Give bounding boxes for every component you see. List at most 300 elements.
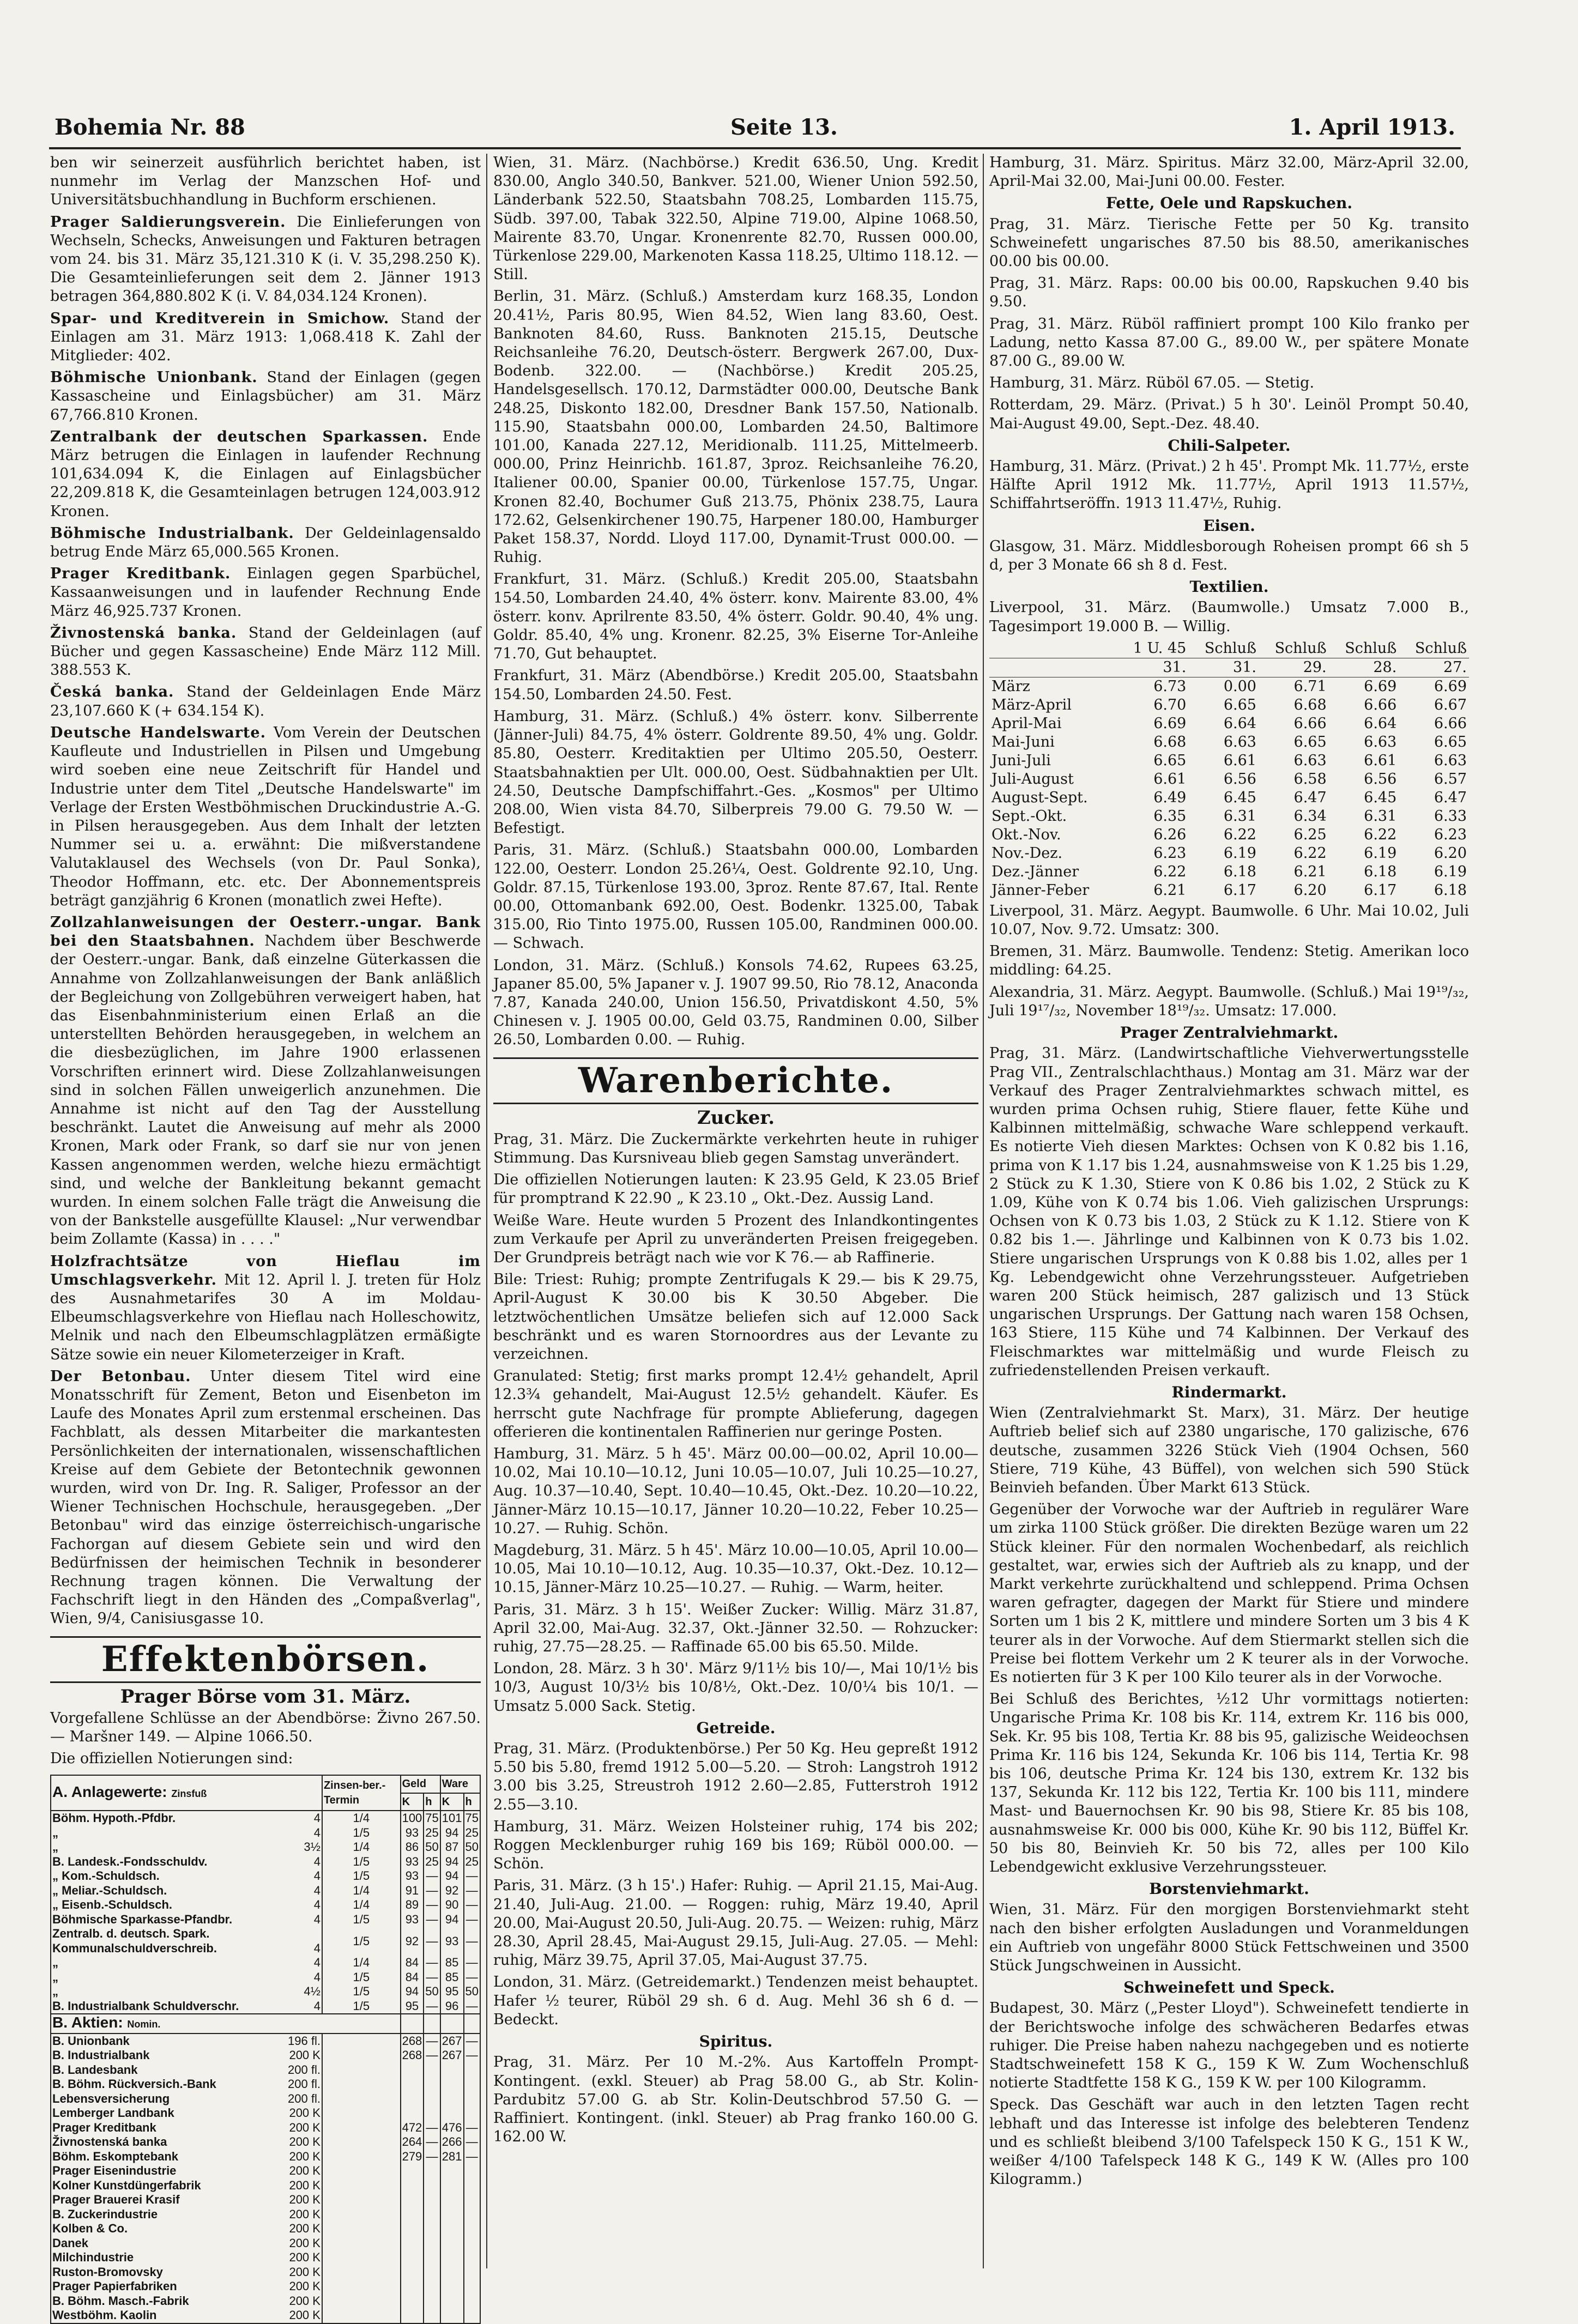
subsection-title: Textilien.: [1189, 578, 1269, 596]
section-title-effektenboersen: Effektenbörsen.: [50, 1636, 481, 1683]
market-report: Hamburg, 31. März. (Privat.) 2 h 45'. Prompt Mk. 11.77½, erste Hälfte April 1912 Mk. 11.77½, April 1913 11.57½, Schiffahrtseröffn. 1913 11.47½, Ruhig.: [989, 458, 1469, 512]
table-cell: 93: [401, 1826, 424, 1841]
table-cell: 84: [401, 1970, 424, 1985]
table-cell: —: [424, 1898, 440, 1913]
header-rule: [49, 147, 1461, 149]
security-name: „ 4: [52, 1825, 321, 1839]
header-issue: Bohemia Nr. 88: [55, 114, 245, 140]
table-cell: [464, 2207, 480, 2222]
market-report: Wien (Zentralviehmarkt St. Marx), 31. März. Der heutige Auftrieb belief sich auf 2380 ungarische, 170 galizische, 676 deutsche, zusammen 3226 Stück Vieh (1904 Ochsen, 560 Stiere, 719 Kühe, 43 Büffel), von welchen sich 590 Stück Beinvieh befanden. Über Markt 613 Stück.: [989, 1405, 1469, 1496]
table-cell: [401, 2294, 424, 2309]
market-report: London, 31. März. (Schluß.) Konsols 74.62, Rupees 63.25, Japaner 85.00, 5% Japaner v. J. 1907 99.50, Rio 78.12, Anaconda 7.87, Kanada 240.00, Union 156.50, Privatdiskont 4.50, 5% Chinesen v. J. 1905 00.00, Geld 03.75, Randminen 0.00, Silber 26.50, Lombarden 0.00. — Ruhig.: [493, 957, 978, 1049]
table-cell: [401, 2265, 424, 2280]
table-cell: [440, 2236, 464, 2251]
month-label: Jänner-Feber: [991, 881, 1090, 899]
price-cell: 6.49: [1153, 789, 1187, 806]
price-cell: 6.47: [1293, 789, 1327, 806]
table-row: [51, 1826, 480, 1841]
table-cell: 1/5: [322, 1855, 401, 1869]
table-cell: [322, 2048, 401, 2063]
market-report: Prag, 31. März. (Landwirtschaftliche Viehverwertungsstelle Prag VII., Zentralschlachthaus.) Montag am 31. März war der Verkauf des Prager Zentralviehmarktes schwach mittel, es wurden prima Ochsen ruhig, Stiere flauer, fette Kühe und Kalbinnen mittelmäßig, schwache Ware schleppend verkauft. Es notierte Vieh diesen Marktes: Ochsen von K 0.82 bis 1.16, prima von K 1.17 bis 1.24, ausnahmsweise von K 1.25 bis 1.29, 2 Stück zu K 1.30, Stiere von K 0.86 bis 1.02, 2 Stück zu K 1.09, Kühe von K 0.74 bis 1.06. Vieh galizischen Ursprungs: Ochsen von K 0.73 bis 1.03, 2 Stück zu K 1.12. Stiere von K 0.82 bis 1.—. Jährlinge und Kalbinnen von K 0.73 bis 1.02. Stiere ungarischen Ursprungs von K 0.88 bis 1.02, alles per 1 Kg. Lebendgewicht ohne Verzehrungssteuer. Aufgetrieben waren 200 Stück heimisch, 287 galizisch und 13 Stück ungarischen Ursprungs. Der Gattung nach waren 158 Ochsen, 163 Stiere, 115 Kühe und 74 Kalbinnen. Der Verkauf des Fleischmarktes war mittelmäßig und wurde Fleisch zu zufriedenstellenden Preisen verkauft.: [989, 1045, 1469, 1379]
table-header-cell: Schluß: [1188, 639, 1259, 658]
table-cell: 87: [440, 1840, 464, 1855]
table-header-row: [989, 639, 1469, 658]
market-report: Prag, 31. März. Tierische Fette per 50 Kg. transito Schweinefett ungarisches 87.50 bis 88.50, amerikanisches 00.00 bis 00.00.: [989, 215, 1469, 270]
table-cell: 86: [401, 1840, 424, 1855]
price-cell: 6.18: [1434, 881, 1467, 899]
table-row: [51, 2222, 480, 2236]
table-cell: 1/5: [322, 1826, 401, 1841]
month-label: Dez.-Jänner: [991, 863, 1079, 880]
market-report: Hamburg, 31. März. 5 h 45'. März 00.00—00.02, April 10.00—10.02, Mai 10.10—10.12, Juni 10.05—10.07, Juli 10.25—10.27, Aug. 10.37—10.40, Sept. 10.40—10.45, Okt.-Dez. 10.20—10.22, Jänner-März 10.15—10.17, Jänner 10.20—10.22, Feber 10.25—10.27. — Ruhig. Schön.: [493, 1445, 978, 1537]
article: Holzfrachtsätze von Hieflau im Umschlagsverkehr. Mit 12. April l. J. treten für Holz des Ausnahmetarifes 30 A im Moldau-Elbeumschlagsverkehre von Hieflau nach Holleschowitz, Melnik und nach den Elbeumschlagplätzen ermäßigte Sätze sowie ein neuer Kilometerzeiger in Kraft.: [50, 1252, 481, 1363]
table-cell: [424, 2164, 440, 2178]
table-cell: 94: [440, 1855, 464, 1869]
security-name: „ 4: [52, 1970, 321, 1984]
price-cell: 6.69: [1153, 715, 1187, 732]
subsection-title: Schweinefett und Speck.: [1123, 1978, 1335, 1997]
table-heading-ware: Ware: [440, 1776, 480, 1793]
table-cell: 25: [464, 1826, 480, 1841]
table-cell: [440, 2193, 464, 2207]
table-cell: —: [424, 1884, 440, 1898]
table-row: [989, 863, 1469, 881]
table-cell: [440, 2222, 464, 2236]
bond-table: [51, 1776, 480, 2323]
table-cell: [440, 2164, 464, 2178]
price-cell: 6.63: [1223, 733, 1256, 751]
market-report: Hamburg, 31. März. Weizen Holsteiner ruhig, 174 bis 202; Roggen Mecklenburger ruhig 169 bis 169; Rüböl 000.00. — Schön.: [493, 1818, 978, 1873]
article: Živnostenská banka. Stand der Geldeinlagen (auf Bücher und gegen Kassascheine) Ende März 112 Mill. 388.553 K.: [50, 624, 481, 679]
table-cell: 268: [401, 2034, 424, 2049]
table-row: [51, 2048, 480, 2063]
security-name: B. Böhm. Masch.-Fabrik 200 K: [52, 2293, 321, 2308]
table-cell: [401, 2308, 424, 2323]
table-cell: [322, 2077, 401, 2092]
market-report: Bile: Triest: Ruhig; prompte Zentrifugals K 29.— bis K 29.75, April-August K 30.00 bis K 30.50 Abgeber. Die letztwöchentlichen Umsätze beliefen sich auf 12.000 Sack beschränkt und es waren Stornoordres aus der Levante zu verzeichnen.: [493, 1271, 978, 1363]
column-divider: [486, 154, 487, 2268]
table-cell: —: [424, 2048, 440, 2063]
security-name: Prager Kreditbank 200 K: [52, 2120, 321, 2134]
table-cell: [424, 2063, 440, 2078]
table-row: [51, 1840, 480, 1855]
price-cell: 6.65: [1153, 752, 1187, 769]
article: Vorgefallene Schlüsse an der Abendbörse: Živno 267.50. — Maršner 149. — Alpine 1066.50.: [50, 1709, 481, 1746]
table-heading-b: B. Aktien:: [52, 2014, 123, 2031]
table-row: [51, 2250, 480, 2265]
price-cell: 6.25: [1293, 826, 1327, 843]
subsection-title: Prager Börse vom 31. März.: [120, 1685, 411, 1708]
table-cell: —: [464, 2034, 480, 2049]
table-cell: —: [424, 1927, 440, 1956]
table-row: [51, 1970, 480, 1985]
price-cell: 6.19: [1223, 844, 1256, 862]
table-cell: [440, 2092, 464, 2107]
table-cell: 1/5: [322, 1869, 401, 1884]
article: Prager Kreditbank. Einlagen gegen Sparbüchel, Kassaanweisungen und in laufender Rechnung Ende März 46,925.737 Kronen.: [50, 565, 481, 620]
table-row: [51, 2236, 480, 2251]
market-report: Prag, 31. März. Per 10 M.-2%. Aus Kartoffeln Prompt-Kontingent. (exkl. Steuer) ab Prag 58.00 G., ab Str. Kolin-Pardubitz 57.00 G. ab Str. Kolin-Deutschbrod 57.50 G. — Raffiniert. Kontingent. (inkl. Steuer) ab Prag franko 160.00 G. 162.00 W.: [493, 2054, 978, 2146]
price-cell: 6.65: [1293, 733, 1327, 751]
table-cell: [464, 2236, 480, 2251]
table-cell: [322, 2092, 401, 2107]
table-cell: 84: [401, 1956, 424, 1970]
table-cell: 25: [424, 1855, 440, 1869]
table-row: [51, 1927, 480, 1956]
price-cell: 6.69: [1434, 677, 1467, 695]
table-cell: [322, 2034, 401, 2049]
security-name: B. Landesk.-Fondsschuldv. 4: [52, 1854, 321, 1868]
table-cell: 50: [424, 1840, 440, 1855]
table-row: [51, 2193, 480, 2207]
table-cell: 1/4: [322, 1956, 401, 1970]
table-cell: —: [424, 2034, 440, 2049]
table-cell: [424, 2106, 440, 2121]
subsection-title-zucker: Zucker.: [697, 1106, 775, 1129]
table-cell: 279: [401, 2150, 424, 2164]
table-cell: —: [464, 1999, 480, 2014]
table-cell: —: [464, 1956, 480, 1970]
price-cell: 6.70: [1153, 696, 1187, 713]
table-cell: [424, 2077, 440, 2092]
subsection-title: Prager Zentralviehmarkt.: [1120, 1024, 1339, 1042]
table-cell: 92: [440, 1884, 464, 1898]
article: Böhmische Unionbank. Stand der Einlagen (gegen Kassascheine und Einlagsbücher) am 31. März 67,766.810 Kronen.: [50, 369, 481, 423]
table-header-cell: [989, 639, 1117, 658]
table-cell: —: [464, 1913, 480, 1927]
security-name: „ Eisenb.-Schuldsch. 4: [52, 1898, 321, 1912]
price-cell: 6.17: [1223, 881, 1256, 899]
table-heading-a: A. Anlagewerte:: [52, 1783, 167, 1801]
table-header-cell: Schluß: [1259, 639, 1329, 658]
price-cell: 6.68: [1153, 733, 1187, 751]
price-cell: 6.21: [1293, 863, 1327, 880]
table-cell: 267: [440, 2048, 464, 2063]
table-row: [51, 2178, 480, 2193]
article: Zentralbank der deutschen Sparkassen. Ende März betrugen die Einlagen in laufender Rechnung 101,634.094 K, die Einlagen auf Einlagsbücher 22,209.818 K, die Gesamteinlagen betrugen 124,003.912 Kronen.: [50, 428, 481, 520]
bond-rows-b: [51, 2034, 480, 2323]
security-name: B. Industrialbank 200 K: [52, 2048, 321, 2062]
table-cell: 90: [440, 1898, 464, 1913]
table-row: [51, 1811, 480, 1826]
table-cell: —: [424, 1999, 440, 2014]
table-cell: —: [464, 1884, 480, 1898]
table-cell: 94: [440, 1913, 464, 1927]
market-report: Gegenüber der Vorwoche war der Auftrieb in regulärer Ware um zirka 1100 Stück größer. Die direkten Bezüge waren um 22 Stück kleiner. Für den normalen Wochenbedarf, als reichlich gestaltet, war, erwies sich der Auftrieb als zu knapp, und der Markt verkehrte zurückhaltend und schleppend. Prima Ochsen waren gefragter, dagegen der Markt für Stiere und mindere Sorten um 1 bis 2 K, mittlere und mindere Sorten um 3 bis 4 K teurer als in der Vorwoche. Auf dem Stiermarkt stellen sich die Preise bei flottem Verkehr um 2 K teurer als in der Vorwoche. Es notierten für 3 K per 100 Kilo teurer als in der Vorwoche.: [989, 1501, 1469, 1686]
table-cell: [424, 2207, 440, 2222]
market-report: London, 31. März. (Getreidemarkt.) Tendenzen meist behauptet. Hafer ½ teurer, Rüböl 29 sh. 6 d. Aug. Mehl 36 sh 6 d. — Bedeckt.: [493, 1974, 978, 2028]
table-cell: [424, 2236, 440, 2251]
table-cell: [424, 2178, 440, 2193]
section-title-warenberichte: Warenberichte.: [493, 1057, 978, 1104]
table-row: [989, 677, 1469, 696]
table-cell: 267: [440, 2034, 464, 2049]
column-1: [50, 154, 481, 2324]
security-name: „ Kom.-Schuldsch. 4: [52, 1869, 321, 1883]
table-heading-k: K: [401, 1793, 424, 1811]
market-report: Paris, 31. März. (Schluß.) Staatsbahn 000.00, Lombarden 122.00, Oesterr. London 25.26¼, Oest. Goldrente 92.10, Ung. Goldr. 87.15, Türkenlose 193.00, 3proz. Rente 87.67, Ital. Rente 00.00, Ottomanbank 692.00, Oest. Bodenkr. 1325.00, Tabak 315.00, Rio Tinto 1975.00, Russen 105.00, Randminen 000.00. — Schwach.: [493, 842, 978, 952]
month-label: März-April: [991, 696, 1072, 713]
table-cell: [464, 2092, 480, 2107]
subsection-title: Borstenviehmarkt.: [1149, 1880, 1309, 1898]
table-cell: [464, 2294, 480, 2309]
security-name: B. Zuckerindustrie 200 K: [52, 2207, 321, 2221]
price-cell: 6.19: [1364, 844, 1397, 862]
table-cell: [322, 2279, 401, 2294]
security-name: Prager Eisenindustrie 200 K: [52, 2164, 321, 2178]
market-report: Speck. Das Geschäft war auch in den letzten Tagen recht lebhaft und das Interesse ist infolge des belebteren Tendenz und es schließt bleibend 3/100 Tafelspeck 150 K G., 151 K W., weißer 4/100 Tafelspeck 148 K G., 149 K W. (Alles pro 100 Kilogramm.): [989, 2096, 1469, 2188]
table-cell: 50: [464, 1984, 480, 1999]
table-row: [51, 2077, 480, 2092]
table-cell: [322, 2250, 401, 2265]
header-page-number: Seite 13.: [730, 114, 838, 140]
price-cell: 6.71: [1293, 677, 1327, 695]
table-cell: [322, 2106, 401, 2121]
table-row: [51, 1913, 480, 1927]
price-cell: 6.63: [1434, 752, 1467, 769]
security-name: Zentralb. d. deutsch. Spark. Kommunalschuldverschreib. 4: [52, 1927, 321, 1955]
price-cell: 6.34: [1293, 807, 1327, 825]
table-row: [51, 2207, 480, 2222]
month-label: Juli-August: [991, 770, 1074, 788]
table-cell: [401, 2279, 424, 2294]
table-cell: 75: [464, 1811, 480, 1826]
article: Die offiziellen Notierungen sind:: [50, 1750, 293, 1768]
price-cell: 6.66: [1293, 715, 1327, 732]
table-heading-zins: Zinsfuß: [171, 1788, 207, 1800]
table-header-cell: 31.: [1117, 658, 1189, 677]
table-cell: [401, 2106, 424, 2121]
market-report: Berlin, 31. März. (Schluß.) Amsterdam kurz 168.35, London 20.41½, Paris 80.95, Wien 84.52, Wien lang 83.60, Oest. Banknoten 84.60, Russ. Banknoten 215.15, Deutsche Reichsanleihe 76.20, Deutsch-österr. Bergwerk 267.00, Dux-Bodenb. 322.00. — (Nachbörse.) Kredit 205.25, Handelsgesellsch. 170.12, Darmstädter 000.00, Deutsche Bank 248.25, Diskonto 182.00, Dresdner Bank 157.50, Nationalb. 115.90, Staatsbahn 000.00, Lombarden 24.50, Baltimore 101.00, Kanada 227.12, Meridionalb. 111.25, Mittelmeerb. 000.00, Prinz Heinrichb. 161.87, 3proz. Reichsanleihe 76.20, Italiener 00.00, Spanier 00.00, Türkenlose 157.75, Ungar. Kronen 82.40, Bochumer Guß 213.75, Phönix 238.75, Laura 172.62, Gelsenkirchener 190.75, Harpener 180.00, Hamburger Paket 158.37, Nordd. Lloyd 117.00, Dynamit-Trust 000.00. — Ruhig.: [493, 288, 978, 566]
header-date: 1. April 1913.: [1289, 114, 1455, 140]
table-header-cell: 29.: [1259, 658, 1329, 677]
price-cell: 6.68: [1293, 696, 1327, 713]
price-cell: 6.73: [1153, 677, 1187, 695]
table-cell: [440, 2106, 464, 2121]
table-cell: 25: [464, 1855, 480, 1869]
table-row: [51, 1984, 480, 1999]
market-report: Wien, 31. März. (Nachbörse.) Kredit 636.50, Ung. Kredit 830.00, Anglo 340.50, Bankver. 521.00, Wiener Union 592.50, Länderbank 522.50, Staatsbahn 708.25, Lombarden 115.75, Südb. 397.00, Tabak 322.50, Alpine 719.00, Alpine 1068.50, Mairente 83.70, Ungar. Kronenrente 82.70, Russen 000.00, Türkenlose 229.00, Markenoten Kassa 118.25, Ultimo 118.12. — Still.: [493, 154, 978, 283]
security-name: Ruston-Bromovsky 200 K: [52, 2265, 321, 2279]
price-cell: 6.61: [1223, 752, 1256, 769]
table-cell: [464, 2178, 480, 2193]
table-row: [51, 2121, 480, 2135]
table-cell: [401, 2250, 424, 2265]
table-cell: 1/4: [322, 1884, 401, 1898]
table-cell: [401, 2222, 424, 2236]
price-cell: 6.47: [1434, 789, 1467, 806]
table-cell: [424, 2250, 440, 2265]
table-row: [989, 752, 1469, 770]
table-cell: 94: [440, 1869, 464, 1884]
table-cell: 1/4: [322, 1898, 401, 1913]
market-report: Liverpool, 31. März. Aegypt. Baumwolle. 6 Uhr. Mai 10.02, Juli 10.07, Nov. 9.72. Umsatz: 300.: [989, 902, 1469, 939]
table-heading-h: h: [424, 1793, 440, 1811]
table-row: [51, 1898, 480, 1913]
table-cell: 92: [401, 1927, 424, 1956]
price-cell: 6.64: [1364, 715, 1397, 732]
security-name: Böhm. Hypoth.-Pfdbr. 4: [52, 1811, 321, 1825]
article: Deutsche Handelswarte. Vom Verein der Deutschen Kaufleute und Industriellen in Pilsen und Umgebung wird soeben eine neue Zeitschrift für Handel und Industrie unter dem Titel „Deutsche Handelswarte" im Verlage der Ersten Westböhmischen Druckindustrie A.-G. in Pilsen herausgegeben. Aus dem Inhalt der letzten Nummer sei u. a. erwähnt: Die mißverstandene Valutaklausel des Wechsels (von Dr. Paul Sonka), Theodor Hoffmann, etc. etc. Der Abonnementspreis beträgt ganzjährig 6 Kronen (monatlich zwei Hefte).: [50, 724, 481, 909]
table-cell: [440, 2178, 464, 2193]
table-cell: [464, 2164, 480, 2178]
security-name: Danek 200 K: [52, 2236, 321, 2250]
table-cell: [322, 2222, 401, 2236]
table-row: [51, 1855, 480, 1869]
table-cell: 93: [401, 1855, 424, 1869]
table-cell: [424, 2308, 440, 2323]
table-cell: —: [464, 1898, 480, 1913]
table-cell: 1/5: [322, 1927, 401, 1956]
price-cell: 6.20: [1434, 844, 1467, 862]
table-cell: [401, 2077, 424, 2092]
security-name: B. Landesbank 200 fl.: [52, 2062, 321, 2077]
price-cell: 6.22: [1153, 863, 1187, 880]
table-cell: 101: [440, 1811, 464, 1826]
table-cell: [424, 2222, 440, 2236]
price-cell: 6.20: [1293, 881, 1327, 899]
table-cell: —: [464, 1869, 480, 1884]
market-report: London, 28. März. 3 h 30'. März 9/11½ bis 10/—, Mai 10/1½ bis 10/3, August 10/3½ bis 10/8½, Okt.-Dez. 10/0¼ bis 10/1. — Umsatz 5.000 Sack. Stetig.: [493, 1660, 978, 1715]
security-name: Kolben & Co. 200 K: [52, 2222, 321, 2236]
security-name: Prager Papierfabriken 200 K: [52, 2279, 321, 2293]
table-cell: [322, 2135, 401, 2150]
security-name: Westböhm. Kaolin 200 K: [52, 2308, 321, 2322]
market-report: Hamburg, 31. März. Rüböl 67.05. — Stetig.: [989, 374, 1315, 392]
table-cell: [464, 2222, 480, 2236]
table-header-cell: [989, 658, 1117, 677]
subsection-title: Chili-Salpeter.: [1168, 436, 1291, 455]
table-cell: —: [424, 1913, 440, 1927]
table-cell: —: [424, 1956, 440, 1970]
market-report: Granulated: Stetig; first marks prompt 12.4½ gehandelt, April 12.3¾ gehandelt, Mai-August 12.5½ gehandelt. Käufer. Es herrscht gute Nachfrage für prompte Ablieferung, dagegen offerieren die kontinentalen Raffinerien nur geringe Posten.: [493, 1367, 978, 1441]
price-cell: 6.61: [1364, 752, 1397, 769]
table-cell: 94: [440, 1826, 464, 1841]
table-cell: [424, 2193, 440, 2207]
table-cell: [440, 2250, 464, 2265]
table-cell: [464, 2193, 480, 2207]
table-cell: [464, 2265, 480, 2280]
market-report: Glasgow, 31. März. Middlesborough Roheisen prompt 66 sh 5 d, per 3 Monate 66 sh 8 d. Fest.: [989, 537, 1469, 574]
table-cell: 91: [401, 1884, 424, 1898]
table-row: [989, 733, 1469, 752]
column-2: [493, 154, 978, 2150]
table-header-cell: 31.: [1188, 658, 1259, 677]
table-cell: 281: [440, 2150, 464, 2164]
table-row: [989, 826, 1469, 844]
subsection-title-getreide: Getreide.: [696, 1718, 776, 1737]
month-label: März: [991, 677, 1030, 695]
table-row: [51, 2150, 480, 2164]
table-cell: —: [424, 1869, 440, 1884]
table-cell: —: [464, 1970, 480, 1985]
table-cell: [322, 2121, 401, 2135]
security-name: Lemberger Landbank 200 K: [52, 2106, 321, 2120]
table-cell: —: [424, 2135, 440, 2150]
table-cell: 50: [424, 1984, 440, 1999]
table-cell: —: [464, 2150, 480, 2164]
table-cell: [401, 2063, 424, 2078]
table-cell: 85: [440, 1956, 464, 1970]
table-row: [51, 1884, 480, 1898]
price-cell: 6.66: [1364, 696, 1397, 713]
table-cell: 1/4: [322, 1840, 401, 1855]
price-cell: 6.23: [1434, 826, 1467, 843]
table-cell: —: [464, 2135, 480, 2150]
article: Prager Saldierungsverein. Die Einlieferungen von Wechseln, Schecks, Anweisungen und Fakturen betragen vom 24. bis 31. März 35,121.310 K (i. V. 35,298.250 K). Die Gesamteinlieferungen seit dem 2. Jänner 1913 betragen 364,880.802 K (i. V. 84,034.124 Kronen).: [50, 213, 481, 305]
table-cell: [322, 2193, 401, 2207]
table-cell: —: [464, 2121, 480, 2135]
table-cell: [401, 2207, 424, 2222]
table-cell: [440, 2294, 464, 2309]
table-heading-termin: Zinsen-ber.-Termin: [322, 1776, 401, 1811]
price-cell: 6.67: [1434, 696, 1467, 713]
price-cell: 6.22: [1223, 826, 1256, 843]
table-row: [51, 2106, 480, 2121]
market-report: Frankfurt, 31. März (Abendbörse.) Kredit 205.00, Staatsbahn 154.50, Lombarden 24.50. Fest.: [493, 667, 978, 703]
subsection-title: Fette, Oele und Rapskuchen.: [1105, 194, 1353, 213]
table-row: [989, 807, 1469, 826]
month-label: Nov.-Dez.: [991, 844, 1063, 862]
table-row: [51, 2294, 480, 2309]
price-cell: 0.00: [1223, 677, 1256, 695]
price-cell: 6.58: [1293, 770, 1327, 788]
table-cell: [424, 2092, 440, 2107]
table-cell: 75: [424, 1811, 440, 1826]
table-row: [51, 2034, 480, 2049]
table-cell: [440, 2308, 464, 2323]
security-name: „ 4: [52, 1956, 321, 1970]
security-name: „ Meliar.-Schuldsch. 4: [52, 1883, 321, 1897]
security-name: B. Böhm. Rückversich.-Bank 200 fl.: [52, 2077, 321, 2091]
price-cell: 6.65: [1223, 696, 1256, 713]
market-report: Prag, 31. März. Raps: 00.00 bis 00.00, Rapskuchen 9.40 bis 9.50.: [989, 275, 1469, 311]
table-cell: 85: [440, 1970, 464, 1985]
table-cell: [322, 2308, 401, 2323]
table-cell: [464, 2077, 480, 2092]
table-cell: 95: [440, 1984, 464, 1999]
table-cell: [322, 2294, 401, 2309]
article: Spar- und Kreditverein in Smichow. Stand der Einlagen am 31. März 1913: 1,068.418 K. Zahl der Mitglieder: 402.: [50, 310, 481, 365]
table-cell: —: [424, 2121, 440, 2135]
price-cell: 6.33: [1434, 807, 1467, 825]
column-divider: [983, 154, 984, 2268]
month-label: August-Sept.: [991, 789, 1088, 806]
table-heading-nom: Nomin.: [127, 2019, 161, 2030]
security-name: Živnostenská banka 200 K: [52, 2135, 321, 2149]
table-row: [989, 770, 1469, 789]
price-cell: 6.57: [1434, 770, 1467, 788]
market-report: Bei Schluß des Berichtes, ½12 Uhr vormittags notierten: Ungarische Prima Kr. 108 bis Kr. 114, extrem Kr. 116 bis 000, Sek. Kr. 95 bis 108, Tertia Kr. 88 bis 95, galizische Weideochsen Prima Kr. 116 bis 124, Sekunda Kr. 106 bis 114, Tertia Kr. 98 bis 106, deutsche Prima Kr. 124 bis 130, extrem Kr. 132 bis 137, Sekunda Kr. 112 bis 122, Tertia Kr. 100 bis 111, mindere Mast- und Bauernochsen Kr. 90 bis 98, Stiere Kr. 85 bis 108, ausnahmsweise Kr. 000 bis 000, Kühe Kr. 90 bis 112, Büffel Kr. 50 bis 80, Beinvieh Kr. 50 bis 72, alles per 100 Kilo Lebendgewicht exklusive Verzehrungssteuer.: [989, 1691, 1469, 1876]
table-cell: 50: [464, 1840, 480, 1855]
bond-quote-table: [50, 1775, 481, 2324]
table-row: [51, 2063, 480, 2078]
security-name: „ 4½: [52, 1984, 321, 1999]
price-cell: 6.45: [1364, 789, 1397, 806]
market-report: Hamburg, 31. März. (Schluß.) 4% österr. konv. Silberrente (Jänner-Juli) 84.75, 4% österr. Goldrente 89.50, 4% ung. Goldr. 85.80, Oesterr. Kreditaktien per Ultimo 205.50, Oesterr. Staatsbahnaktien per Ult. 000.00, Oest. Südbahnaktien per Ult. 24.50, Deutsche Dampfschiffahrt.-Ges. „Kosmos" per Ultimo 208.00, Wien vista 84.70, Silberpreis 79.00 G. 79.50 W. — Befestigt.: [493, 707, 978, 837]
month-label: April-Mai: [991, 715, 1062, 732]
table-cell: [440, 2077, 464, 2092]
table-cell: [401, 2164, 424, 2178]
table-cell: 266: [440, 2135, 464, 2150]
table-cell: [464, 2250, 480, 2265]
security-name: „ 3½: [52, 1840, 321, 1854]
table-cell: [424, 2279, 440, 2294]
price-cell: 6.64: [1223, 715, 1256, 732]
table-row: [989, 715, 1469, 733]
table-cell: 93: [401, 1869, 424, 1884]
price-cell: 6.63: [1293, 752, 1327, 769]
